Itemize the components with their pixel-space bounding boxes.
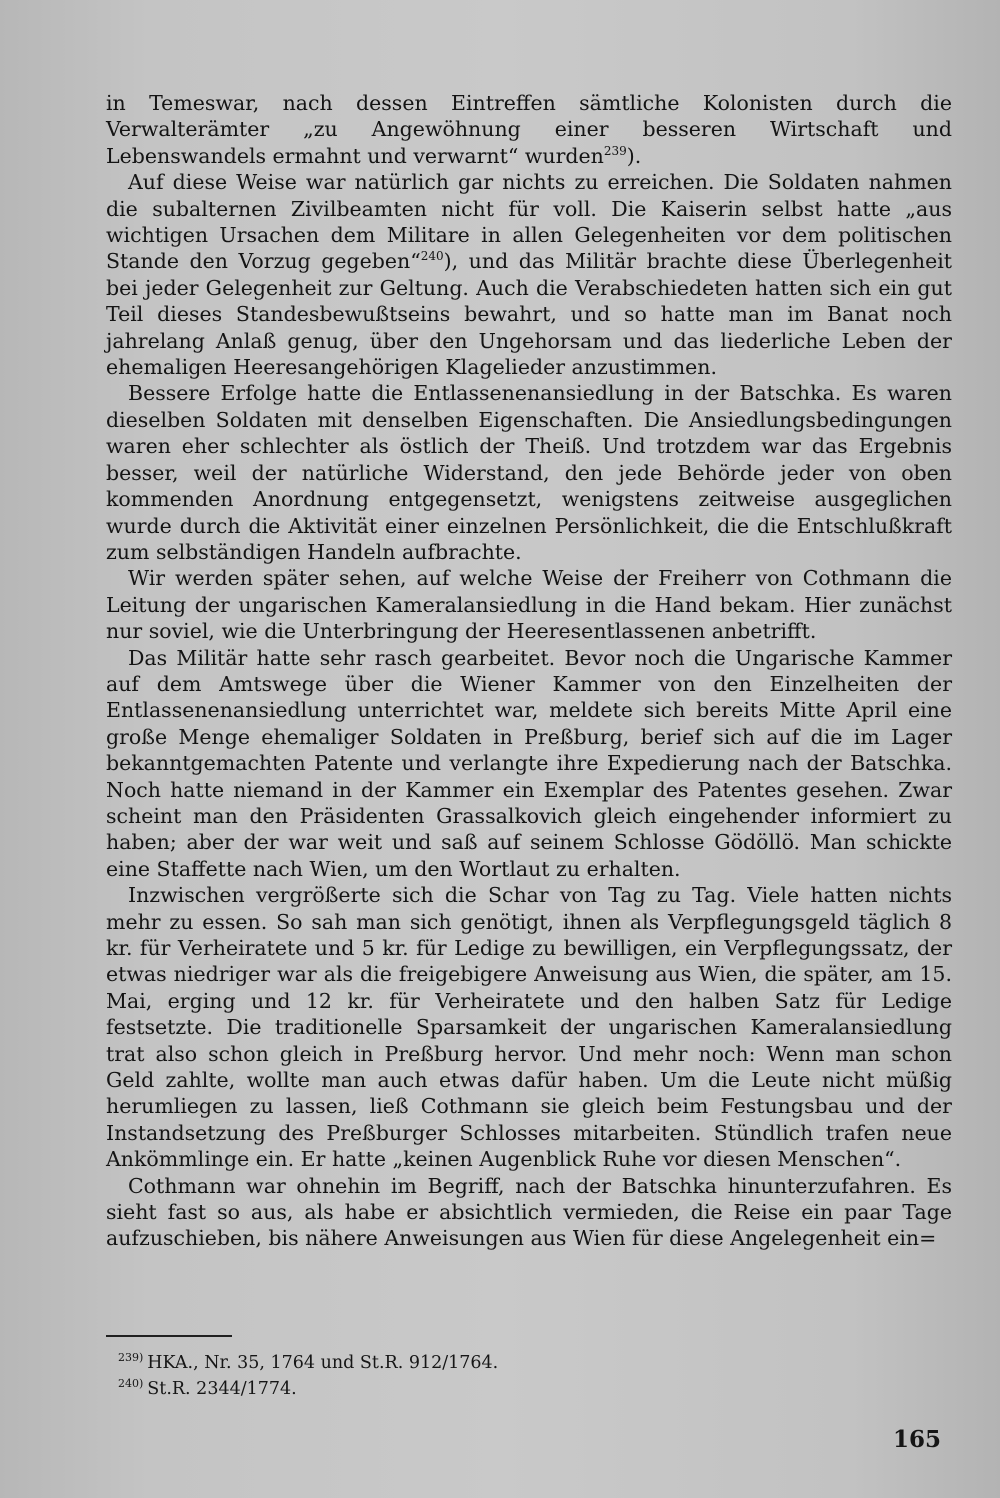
- footnote-ref-240: 240: [420, 249, 444, 264]
- footnotes: [118, 1350, 918, 1402]
- paragraph-5: [106, 645, 952, 883]
- footnote-239: [118, 1350, 918, 1376]
- footnote-text: HKA., Nr. 35, 1764 und St.R. 912/1764.: [147, 1353, 499, 1373]
- footnote-number: 239): [118, 1351, 144, 1365]
- paragraph-6: [106, 882, 952, 1172]
- paragraph-6-text: Inzwischen vergrößerte sich die Schar von Tag zu Tag. Viele hatten nichts mehr zu essen. So sah man sich genötigt, ihnen als Verpflegungsgeld täglich 8 kr. für Verheiratete und 5 kr. für Ledige zu bewilligen, ein Verpflegungssatz, der etwas niedriger war als die freigebigere Anweisung aus Wien, die später, am 15. Mai, erging und 12 kr. für Verheiratete und den halben Satz für Ledige festsetzte. Die traditionelle Sparsamkeit der ungarischen Kameralansiedlung trat also schon gleich in Preßburg hervor. Und mehr noch: Wenn man schon Geld zahlte, wollte man auch etwas dafür haben. Um die Leute nicht müßig herumliegen zu lassen, ließ Cothmann sie gleich beim Festungsbau und der Instandsetzung des Preßburger Schlosses mitarbeiten. Stündlich trafen neue Ankömmlinge ein. Er hatte „keinen Augenblick Ruhe vor diesen Menschen“.: [106, 883, 952, 1172]
- footnote-240: [118, 1376, 918, 1402]
- footnote-divider: [106, 1335, 232, 1337]
- body-text: [106, 90, 952, 1252]
- paragraph-7-text: Cothmann war ohnehin im Begriff, nach der Batschka hinunterzufahren. Es sieht fast so aus, als habe er absichtlich vermieden, die Reise ein paar Tage aufzuschieben, bis nähere Anweisungen aus Wien für diese Angelegenheit ein=: [106, 1173, 952, 1251]
- page-number: 165: [893, 1426, 942, 1453]
- footnote-number: 240): [118, 1377, 144, 1391]
- paragraph-2: [106, 169, 952, 380]
- footnote-ref-239: 239: [603, 143, 627, 158]
- paragraph-5-text: Das Militär hatte sehr rasch gearbeitet. Bevor noch die Ungarische Kammer auf dem Amtswege über die Wiener Kammer von den Einzelheiten der Entlassenenansiedlung unterrichtet war, meldete sich bereits Mitte April eine große Menge ehemaliger Soldaten in Preßburg, berief sich auf die im Lager bekanntgemachten Patente und verlangte ihre Expedierung nach der Batschka. Noch hatte niemand in der Kammer ein Exemplar des Patentes gesehen. Zwar scheint man den Präsidenten Grassalkovich gleich eingehender informiert zu haben; aber der war weit und saß auf seinem Schlosse Gödöllö. Man schickte eine Staffette nach Wien, um den Wortlaut zu erhalten.: [106, 645, 952, 881]
- paragraph-4-text: Wir werden später sehen, auf welche Weise der Freiherr von Cothmann die Leitung der ungarischen Kameralansiedlung in die Hand bekam. Hier zunächst nur soviel, wie die Unterbringung der Heeresentlassenen anbetrifft.: [106, 566, 952, 644]
- paragraph-1: [106, 90, 952, 169]
- paragraph-2-text: Auf diese Weise war natürlich gar nichts zu erreichen. Die Soldaten nahmen die subalternen Zivilbeamten nicht für voll. Die Kaiserin selbst hatte „aus wichtigen Ursachen dem Militare in allen Gelegenheiten vor dem politischen Stande den Vorzug gegeben“: [106, 170, 952, 274]
- paragraph-4: [106, 565, 952, 644]
- paragraph-1-tail: ).: [626, 143, 642, 168]
- paragraph-7: [106, 1173, 952, 1252]
- paragraph-1-text: in Temeswar, nach dessen Eintreffen sämtliche Kolonisten durch die Verwalterämter „zu Angewöhnung einer besseren Wirtschaft und Lebenswandels ermahnt und verwarnt“ wurden: [106, 91, 952, 168]
- paragraph-3: [106, 380, 952, 565]
- paragraph-2-tail: ), und das Militär brachte diese Überlegenheit bei jeder Gelegenheit zur Geltung. Auch die Verabschiedeten hatten sich ein gut Teil dieses Standesbewußtseins bewahrt, und so hatte man im Banat noch jahrelang Anlaß genug, über den Ungehorsam und das liederliche Leben der ehemaligen Heeresangehörigen Klagelieder anzustimmen.: [106, 249, 952, 380]
- footnote-text: St.R. 2344/1774.: [147, 1379, 297, 1399]
- paragraph-3-text: Bessere Erfolge hatte die Entlassenenansiedlung in der Batschka. Es waren dieselben Soldaten mit denselben Eigenschaften. Die Ansiedlungsbedingungen waren eher schlechter als östlich der Theiß. Und trotzdem war das Ergebnis besser, weil der natürliche Widerstand, den jede Behörde jeder von oben kommenden Anordnung entgegensetzt, wenigstens zeitweise ausgeglichen wurde durch die Aktivität einer einzelnen Persönlichkeit, die die Entschlußkraft zum selbständigen Handeln aufbrachte.: [106, 381, 952, 564]
